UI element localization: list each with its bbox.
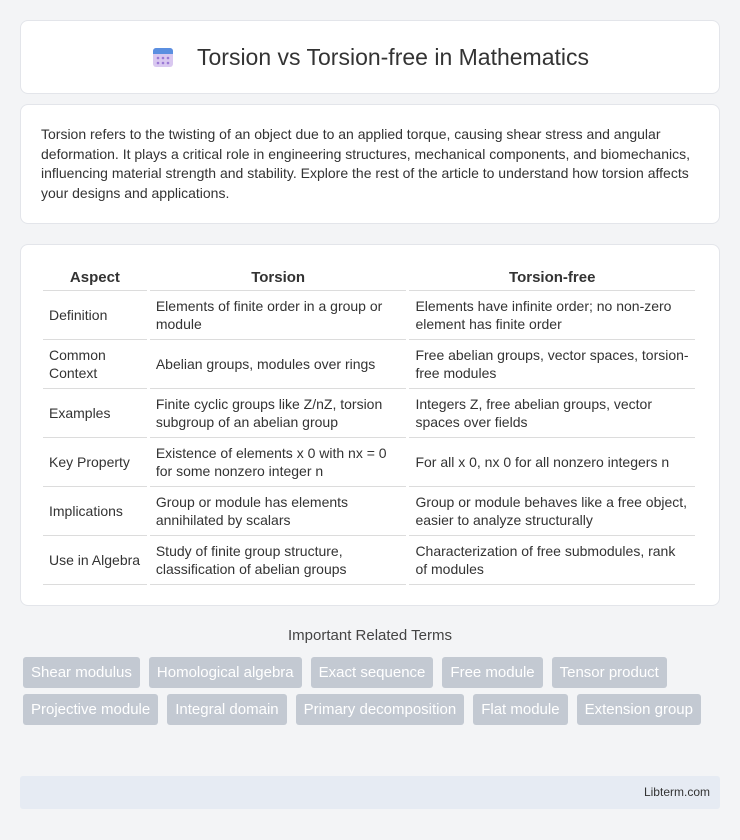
- table-cell-torsion: Elements of finite order in a group or module: [150, 291, 407, 340]
- table-cell-aspect: Examples: [43, 389, 147, 438]
- table-row: [43, 340, 695, 389]
- column-header-torsion: Torsion: [150, 265, 407, 291]
- table-header-row: [43, 265, 695, 291]
- related-terms-title: Important Related Terms: [288, 627, 452, 644]
- related-term-tag[interactable]: Primary decomposition: [296, 694, 465, 725]
- related-term-tag[interactable]: Projective module: [23, 694, 158, 725]
- related-term-tag[interactable]: Integral domain: [167, 694, 286, 725]
- table-cell-torsion: Existence of elements x 0 with nx = 0 for some nonzero integer n: [150, 438, 407, 487]
- related-terms-list: [20, 657, 720, 731]
- table-cell-torsion: Group or module has elements annihilated by scalars: [150, 487, 407, 536]
- comparison-table: [40, 265, 698, 585]
- column-header-aspect: Aspect: [43, 265, 147, 291]
- page-title: Torsion vs Torsion-free in Mathematics: [197, 43, 589, 70]
- intro-card: [20, 104, 720, 224]
- table-cell-aspect: Use in Algebra: [43, 536, 147, 585]
- table-cell-torsion: Finite cyclic groups like Z/nZ, torsion subgroup of an abelian group: [150, 389, 407, 438]
- table-row: [43, 487, 695, 536]
- table-cell-torsion-free: Characterization of free submodules, rank of modules: [409, 536, 695, 585]
- table-cell-torsion: Abelian groups, modules over rings: [150, 340, 407, 389]
- table-cell-aspect: Key Property: [43, 438, 147, 487]
- table-row: [43, 291, 695, 340]
- table-cell-torsion-free: For all x 0, nx 0 for all nonzero integers n: [409, 438, 695, 487]
- table-cell-aspect: Common Context: [43, 340, 147, 389]
- intro-text: Torsion refers to the twisting of an object due to an applied torque, causing shear stress and angular deformation. It plays a critical role in engineering structures, mechanical components, and biomechanics, influencing material strength and stability. Explore the rest of the article to understand how torsion affects your designs and applications.: [41, 126, 690, 201]
- table-cell-aspect: Implications: [43, 487, 147, 536]
- comparison-table-card: [20, 244, 720, 606]
- related-term-tag[interactable]: Tensor product: [552, 657, 667, 688]
- title-card: [20, 20, 720, 94]
- table-cell-aspect: Definition: [43, 291, 147, 340]
- table-row: [43, 536, 695, 585]
- related-term-tag[interactable]: Flat module: [473, 694, 567, 725]
- footer-site-link[interactable]: Libterm.com: [643, 785, 710, 799]
- column-header-torsion-free: Torsion-free: [409, 265, 695, 291]
- table-row: [43, 389, 695, 438]
- table-cell-torsion-free: Elements have infinite order; no non-zero element has finite order: [409, 291, 695, 340]
- related-term-tag[interactable]: Extension group: [577, 694, 701, 725]
- footer: [20, 776, 720, 809]
- table-cell-torsion: Study of finite group structure, classification of abelian groups: [150, 536, 407, 585]
- table-cell-torsion-free: Free abelian groups, vector spaces, torsion-free modules: [409, 340, 695, 389]
- related-term-tag[interactable]: Shear modulus: [23, 657, 140, 688]
- calendar-icon: [151, 45, 175, 69]
- table-row: [43, 438, 695, 487]
- related-term-tag[interactable]: Free module: [442, 657, 542, 688]
- table-cell-torsion-free: Group or module behaves like a free object, easier to analyze structurally: [409, 487, 695, 536]
- table-cell-torsion-free: Integers Z, free abelian groups, vector spaces over fields: [409, 389, 695, 438]
- related-term-tag[interactable]: Exact sequence: [311, 657, 434, 688]
- related-term-tag[interactable]: Homological algebra: [149, 657, 302, 688]
